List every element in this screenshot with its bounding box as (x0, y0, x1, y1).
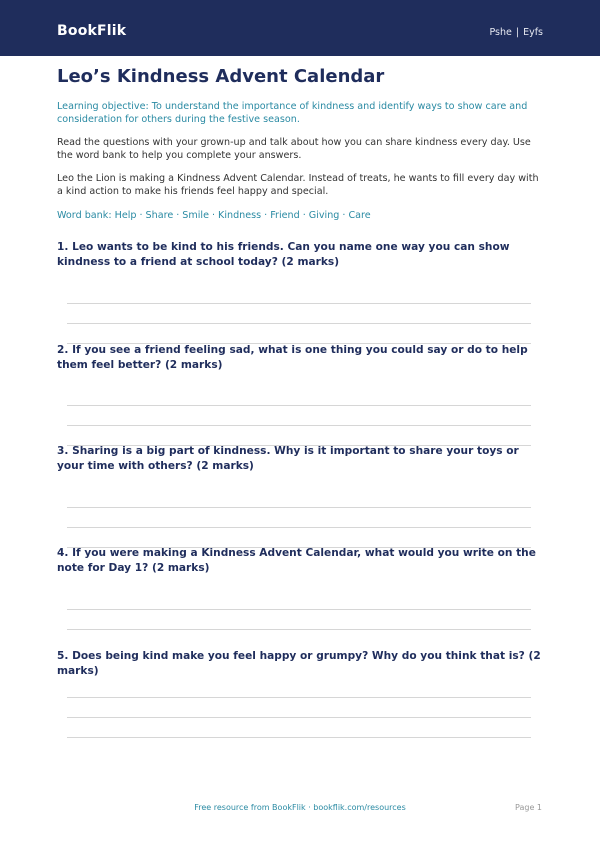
question-text: 5. Does being kind make you feel happy or grumpy? Why do you think that is? (2 marks) (57, 650, 541, 677)
brand-logo[interactable]: BookFlik (57, 23, 127, 39)
answer-line[interactable] (67, 697, 531, 698)
word-bank-item: Care (348, 210, 371, 221)
page-number: Page 1 (515, 803, 542, 812)
breadcrumb-separator: | (515, 27, 520, 38)
word-bank-item: Smile (182, 210, 209, 221)
answer-line[interactable] (67, 629, 531, 630)
site-header (0, 0, 600, 56)
level-label: Eyfs (523, 27, 543, 38)
answer-line[interactable] (67, 737, 531, 738)
story-intro-text: Leo the Lion is making a Kindness Advent Calendar. Instead of treats, he wants to fill every day with a kind action to make his friends feel happy and special. (57, 173, 539, 197)
page-title: Leo’s Kindness Advent Calendar (57, 66, 385, 87)
answer-line[interactable] (67, 323, 531, 324)
question-4 (57, 546, 545, 576)
question-text: 1. Leo wants to be kind to his friends. Can you name one way you can show kindness to a friend at school today? (2 marks) (57, 241, 510, 268)
word-bank: Word bank: Help · Share · Smile · Kindness · Friend · Giving · Care (57, 210, 371, 221)
answer-line[interactable] (67, 303, 531, 304)
word-bank-item: Giving (308, 210, 340, 221)
worksheet-intro (57, 66, 545, 222)
answer-line[interactable] (67, 609, 531, 610)
answer-line[interactable] (67, 717, 531, 718)
instructions-text: Read the questions with your grown-up and talk about how you can share kindness every day. Use the word bank to help you complete your answers. (57, 137, 531, 161)
answer-line[interactable] (67, 405, 531, 406)
question-text: 4. If you were making a Kindness Advent Calendar, what would you write on the note for Day 1? (2 marks) (57, 547, 536, 574)
word-bank-item: Kindness (218, 210, 262, 221)
footer-source-link[interactable]: Free resource from BookFlik · bookflik.com/resources (194, 803, 406, 812)
subject-breadcrumb (489, 27, 543, 38)
question-text: 3. Sharing is a big part of kindness. Why is it important to share your toys or your time with others? (2 marks) (57, 445, 519, 472)
word-bank-item: Help (114, 210, 137, 221)
question-3 (57, 444, 545, 474)
word-bank-label: Word bank: (57, 210, 112, 221)
question-text: 2. If you see a friend feeling sad, what is one thing you could say or do to help them feel better? (2 marks) (57, 344, 528, 371)
answer-line[interactable] (67, 527, 531, 528)
word-bank-item: Friend (270, 210, 300, 221)
subject-label: Pshe (489, 27, 512, 38)
learning-objective: Learning objective: To understand the importance of kindness and identify ways to show care and consideration for others during the festive season. (57, 101, 528, 125)
question-2 (57, 343, 545, 373)
answer-line[interactable] (67, 425, 531, 426)
question-5 (57, 649, 545, 679)
question-1 (57, 240, 545, 270)
word-bank-item: Share (145, 210, 174, 221)
answer-line[interactable] (67, 507, 531, 508)
